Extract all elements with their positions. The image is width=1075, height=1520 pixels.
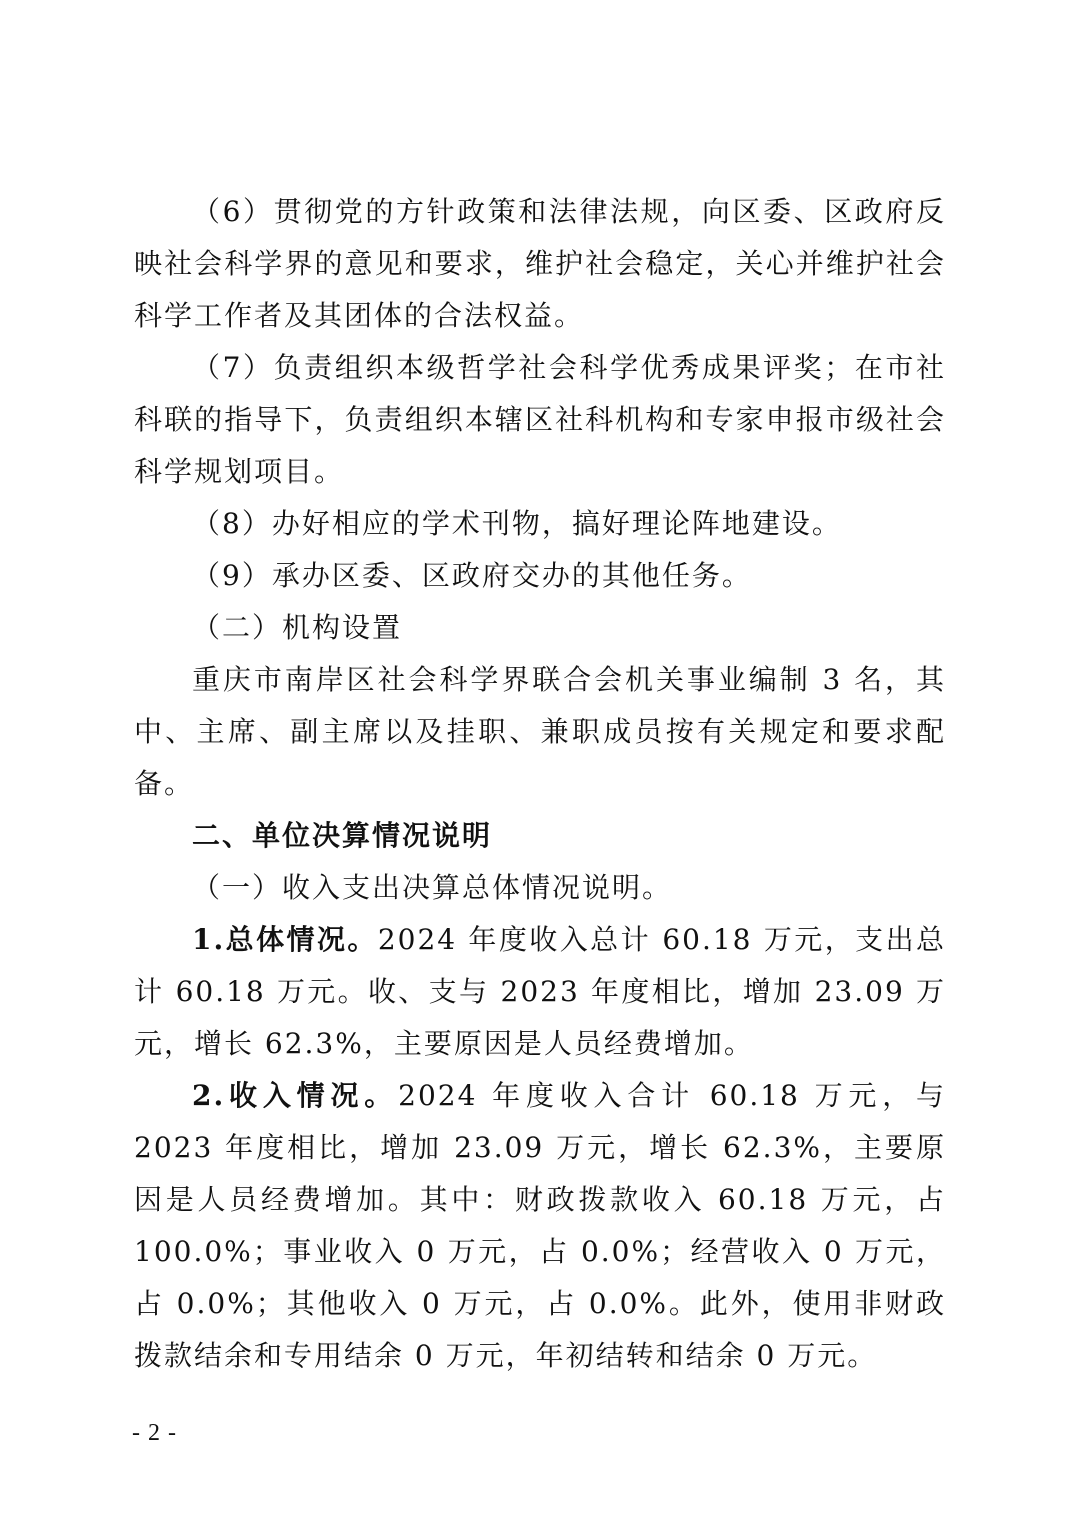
income-lead: 2.收入情况。 — [192, 1079, 399, 1112]
overall-text: 2024 年度收入总计 60.18 万元，支出总计 60.18 万元。收、支与 2023 年度相比，增加 23.09 万元，增长 62.3%，主要原因是人员经费增加。 — [134, 923, 946, 1060]
document-body — [134, 186, 946, 1382]
section-heading-organization: （二）机构设置 — [192, 611, 403, 644]
part-heading-final-accounts: 二、单位决算情况说明 — [192, 819, 493, 852]
paragraph-item-9: （9）承办区委、区政府交办的其他任务。 — [192, 559, 752, 592]
subsection-heading-overview: （一）收入支出决算总体情况说明。 — [192, 871, 673, 904]
overall-lead: 1.总体情况。 — [192, 923, 378, 956]
page-number: - 2 - — [132, 1420, 177, 1446]
paragraph-item-7: （7）负责组织本级哲学社会科学优秀成果评奖；在市社科联的指导下，负责组织本辖区社科机构和专家申报市级社会科学规划项目。 — [134, 351, 946, 488]
paragraph-item-6: （6）贯彻党的方针政策和法律法规，向区委、区政府反映社会科学界的意见和要求，维护社会稳定，关心并维护社会科学工作者及其团体的合法权益。 — [134, 195, 946, 332]
paragraph-staffing: 重庆市南岸区社会科学界联合会机关事业编制 3 名，其中、主席、副主席以及挂职、兼职成员按有关规定和要求配备。 — [134, 663, 946, 800]
paragraph-item-8: （8）办好相应的学术刊物，搞好理论阵地建设。 — [192, 507, 842, 540]
income-text: 2024 年度收入合计 60.18 万元，与 2023 年度相比，增加 23.09 万元，增长 62.3%，主要原因是人员经费增加。其中：财政拨款收入 60.18 万元，占 100.0%；事业收入 0 万元，占 0.0%；经营收入 0 万元，占 0.0%；其他收入 0 万元，占 0.0%。此外，使用非财政拨款结余和专用结余 0 万元，年初结转和结余 0 万元。 — [134, 1079, 947, 1372]
paragraph-overall-situation — [134, 914, 946, 1070]
paragraph-income-situation — [134, 1070, 946, 1382]
